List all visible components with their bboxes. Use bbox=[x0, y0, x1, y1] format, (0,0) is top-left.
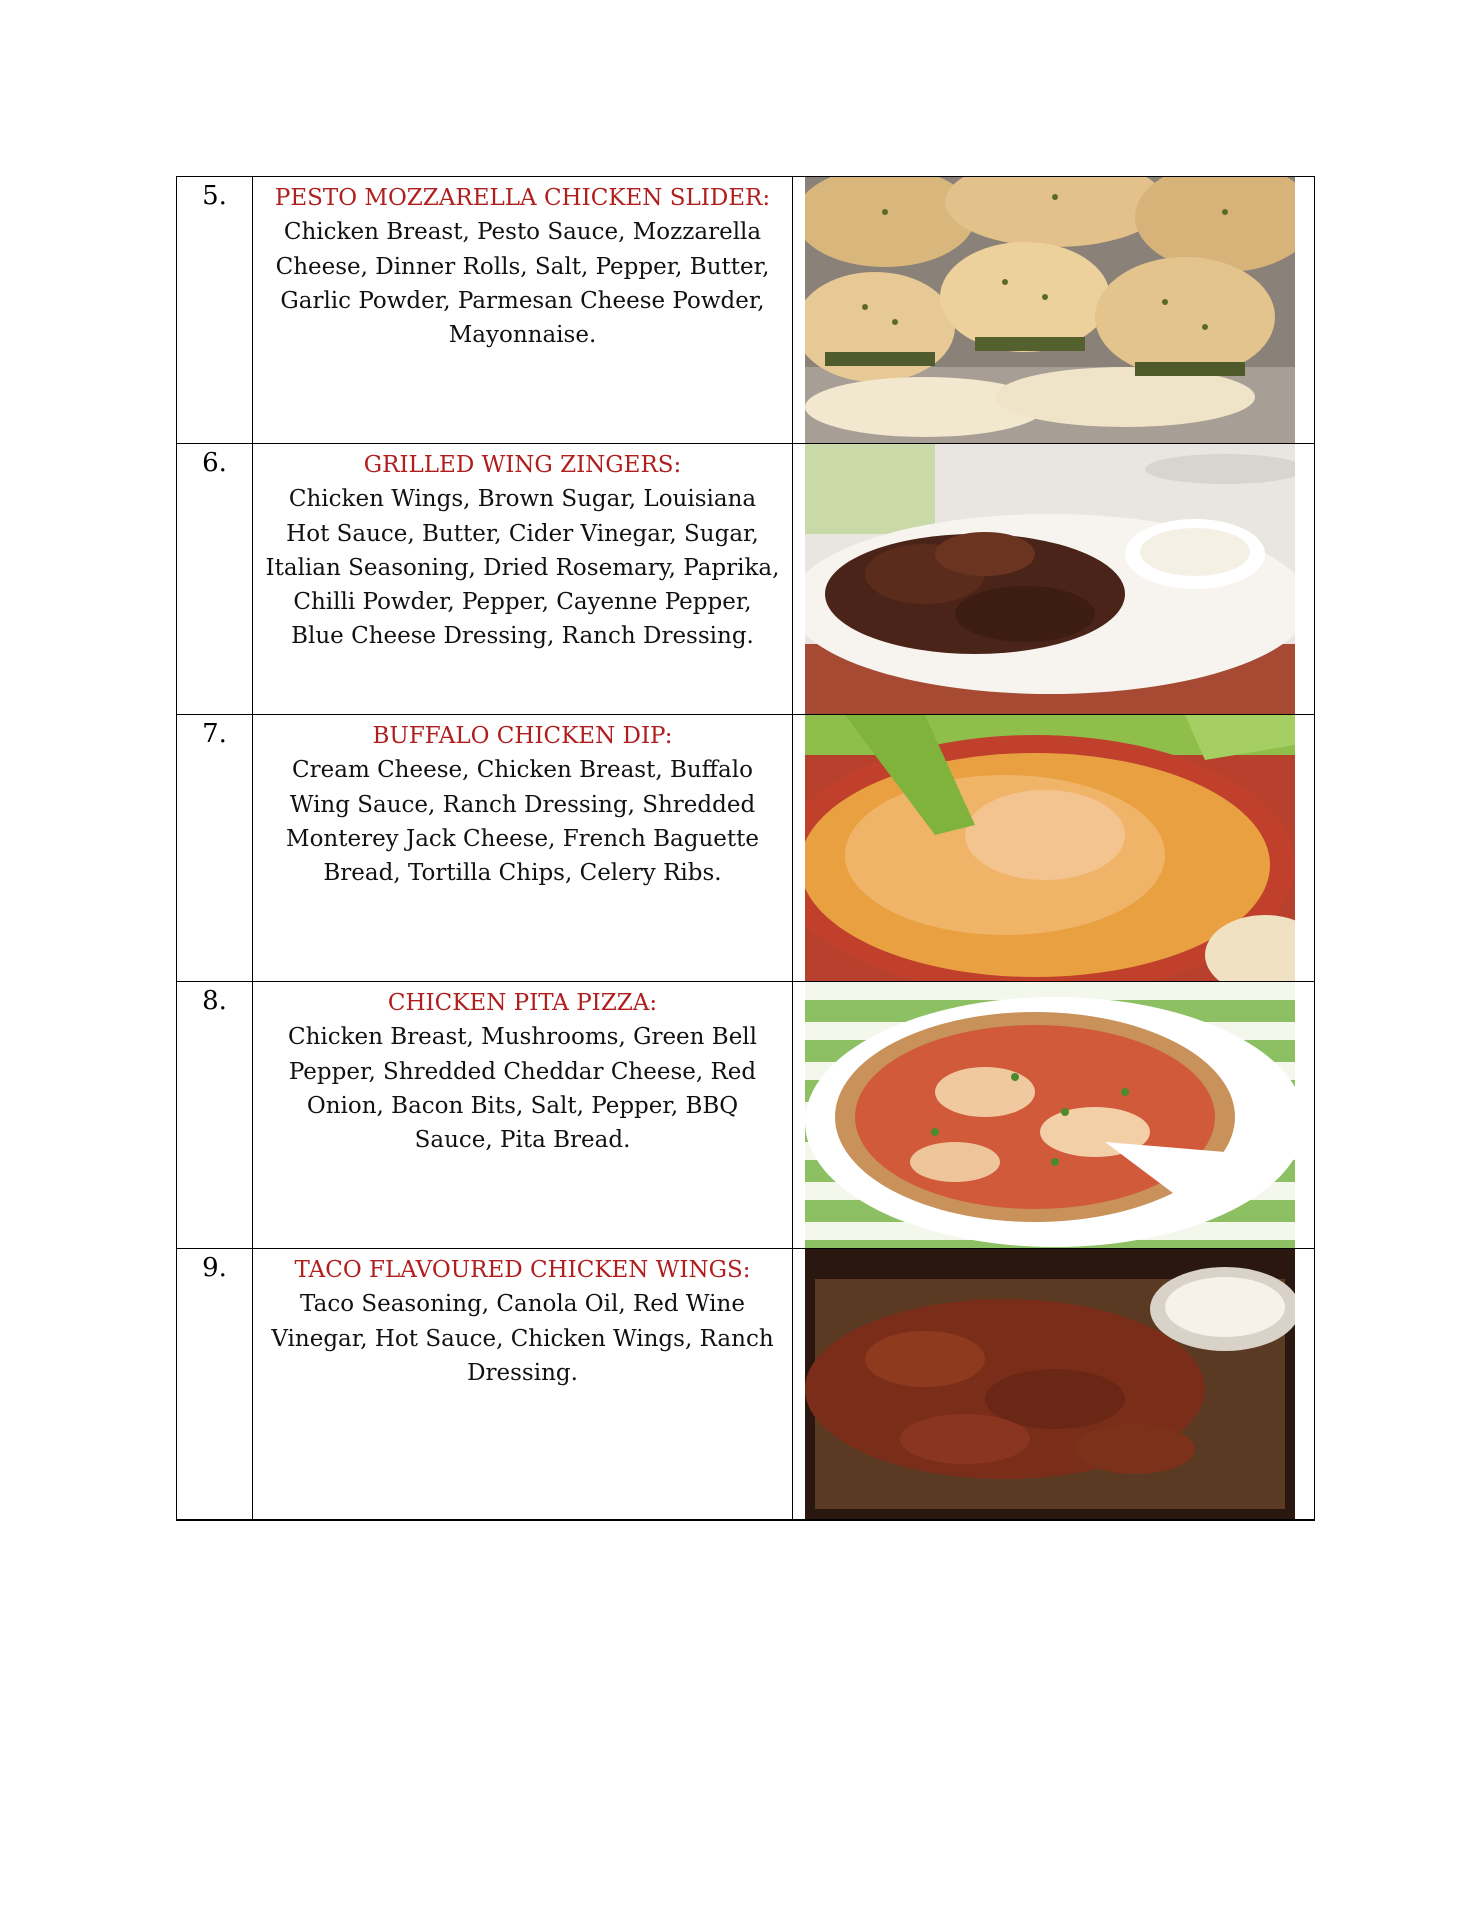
recipe-ingredients: Chicken Wings, Brown Sugar, Louisiana Hot Sauce, Butter, Cider Vinegar, Sugar, Italian Seasoning, Dried Rosemary, Paprika, Chilli Powder, Pepper, Cayenne Pepper, Blue Cheese Dressing, Ranch Dressing. bbox=[265, 486, 780, 650]
recipe-table bbox=[176, 176, 1315, 1521]
table-row bbox=[177, 177, 1315, 444]
recipe-number: 9. bbox=[177, 1249, 253, 1521]
recipe-description bbox=[253, 982, 793, 1249]
recipe-ingredients: Chicken Breast, Pesto Sauce, Mozzarella Cheese, Dinner Rolls, Salt, Pepper, Butter, Garlic Powder, Parmesan Cheese Powder, Mayonnaise. bbox=[275, 219, 770, 349]
pita-pizza-photo bbox=[805, 982, 1295, 1248]
dip-photo bbox=[805, 715, 1295, 981]
table-row bbox=[177, 982, 1315, 1249]
recipe-title: GRILLED WING ZINGERS: bbox=[363, 452, 682, 478]
recipe-title: TACO FLAVOURED CHICKEN WINGS: bbox=[294, 1257, 751, 1283]
taco-wings-photo bbox=[805, 1249, 1295, 1519]
recipe-description bbox=[253, 715, 793, 982]
recipe-description bbox=[253, 444, 793, 715]
recipe-photo-cell bbox=[793, 715, 1315, 982]
recipe-ingredients: Taco Seasoning, Canola Oil, Red Wine Vinegar, Hot Sauce, Chicken Wings, Ranch Dressing. bbox=[271, 1291, 774, 1386]
recipe-photo-cell bbox=[793, 177, 1315, 444]
recipe-ingredients: Cream Cheese, Chicken Breast, Buffalo Wing Sauce, Ranch Dressing, Shredded Monterey Jack Cheese, French Baguette Bread, Tortilla Chips, Celery Ribs. bbox=[286, 757, 759, 887]
recipe-title: CHICKEN PITA PIZZA: bbox=[387, 990, 658, 1016]
recipe-number: 6. bbox=[177, 444, 253, 715]
table-row bbox=[177, 715, 1315, 982]
recipe-number: 5. bbox=[177, 177, 253, 444]
table-row bbox=[177, 1249, 1315, 1521]
recipe-photo-cell bbox=[793, 982, 1315, 1249]
recipe-number: 7. bbox=[177, 715, 253, 982]
recipe-description bbox=[253, 1249, 793, 1521]
recipe-ingredients: Chicken Breast, Mushrooms, Green Bell Pepper, Shredded Cheddar Cheese, Red Onion, Bacon Bits, Salt, Pepper, BBQ Sauce, Pita Bread. bbox=[287, 1024, 758, 1154]
recipe-photo-cell bbox=[793, 1249, 1315, 1521]
recipe-title: BUFFALO CHICKEN DIP: bbox=[372, 723, 673, 749]
recipe-description bbox=[253, 177, 793, 444]
recipe-title: PESTO MOZZARELLA CHICKEN SLIDER: bbox=[274, 185, 771, 211]
table-row bbox=[177, 444, 1315, 715]
recipe-number: 8. bbox=[177, 982, 253, 1249]
recipe-photo-cell bbox=[793, 444, 1315, 715]
slider-photo bbox=[805, 177, 1295, 443]
wings-photo bbox=[805, 444, 1295, 714]
